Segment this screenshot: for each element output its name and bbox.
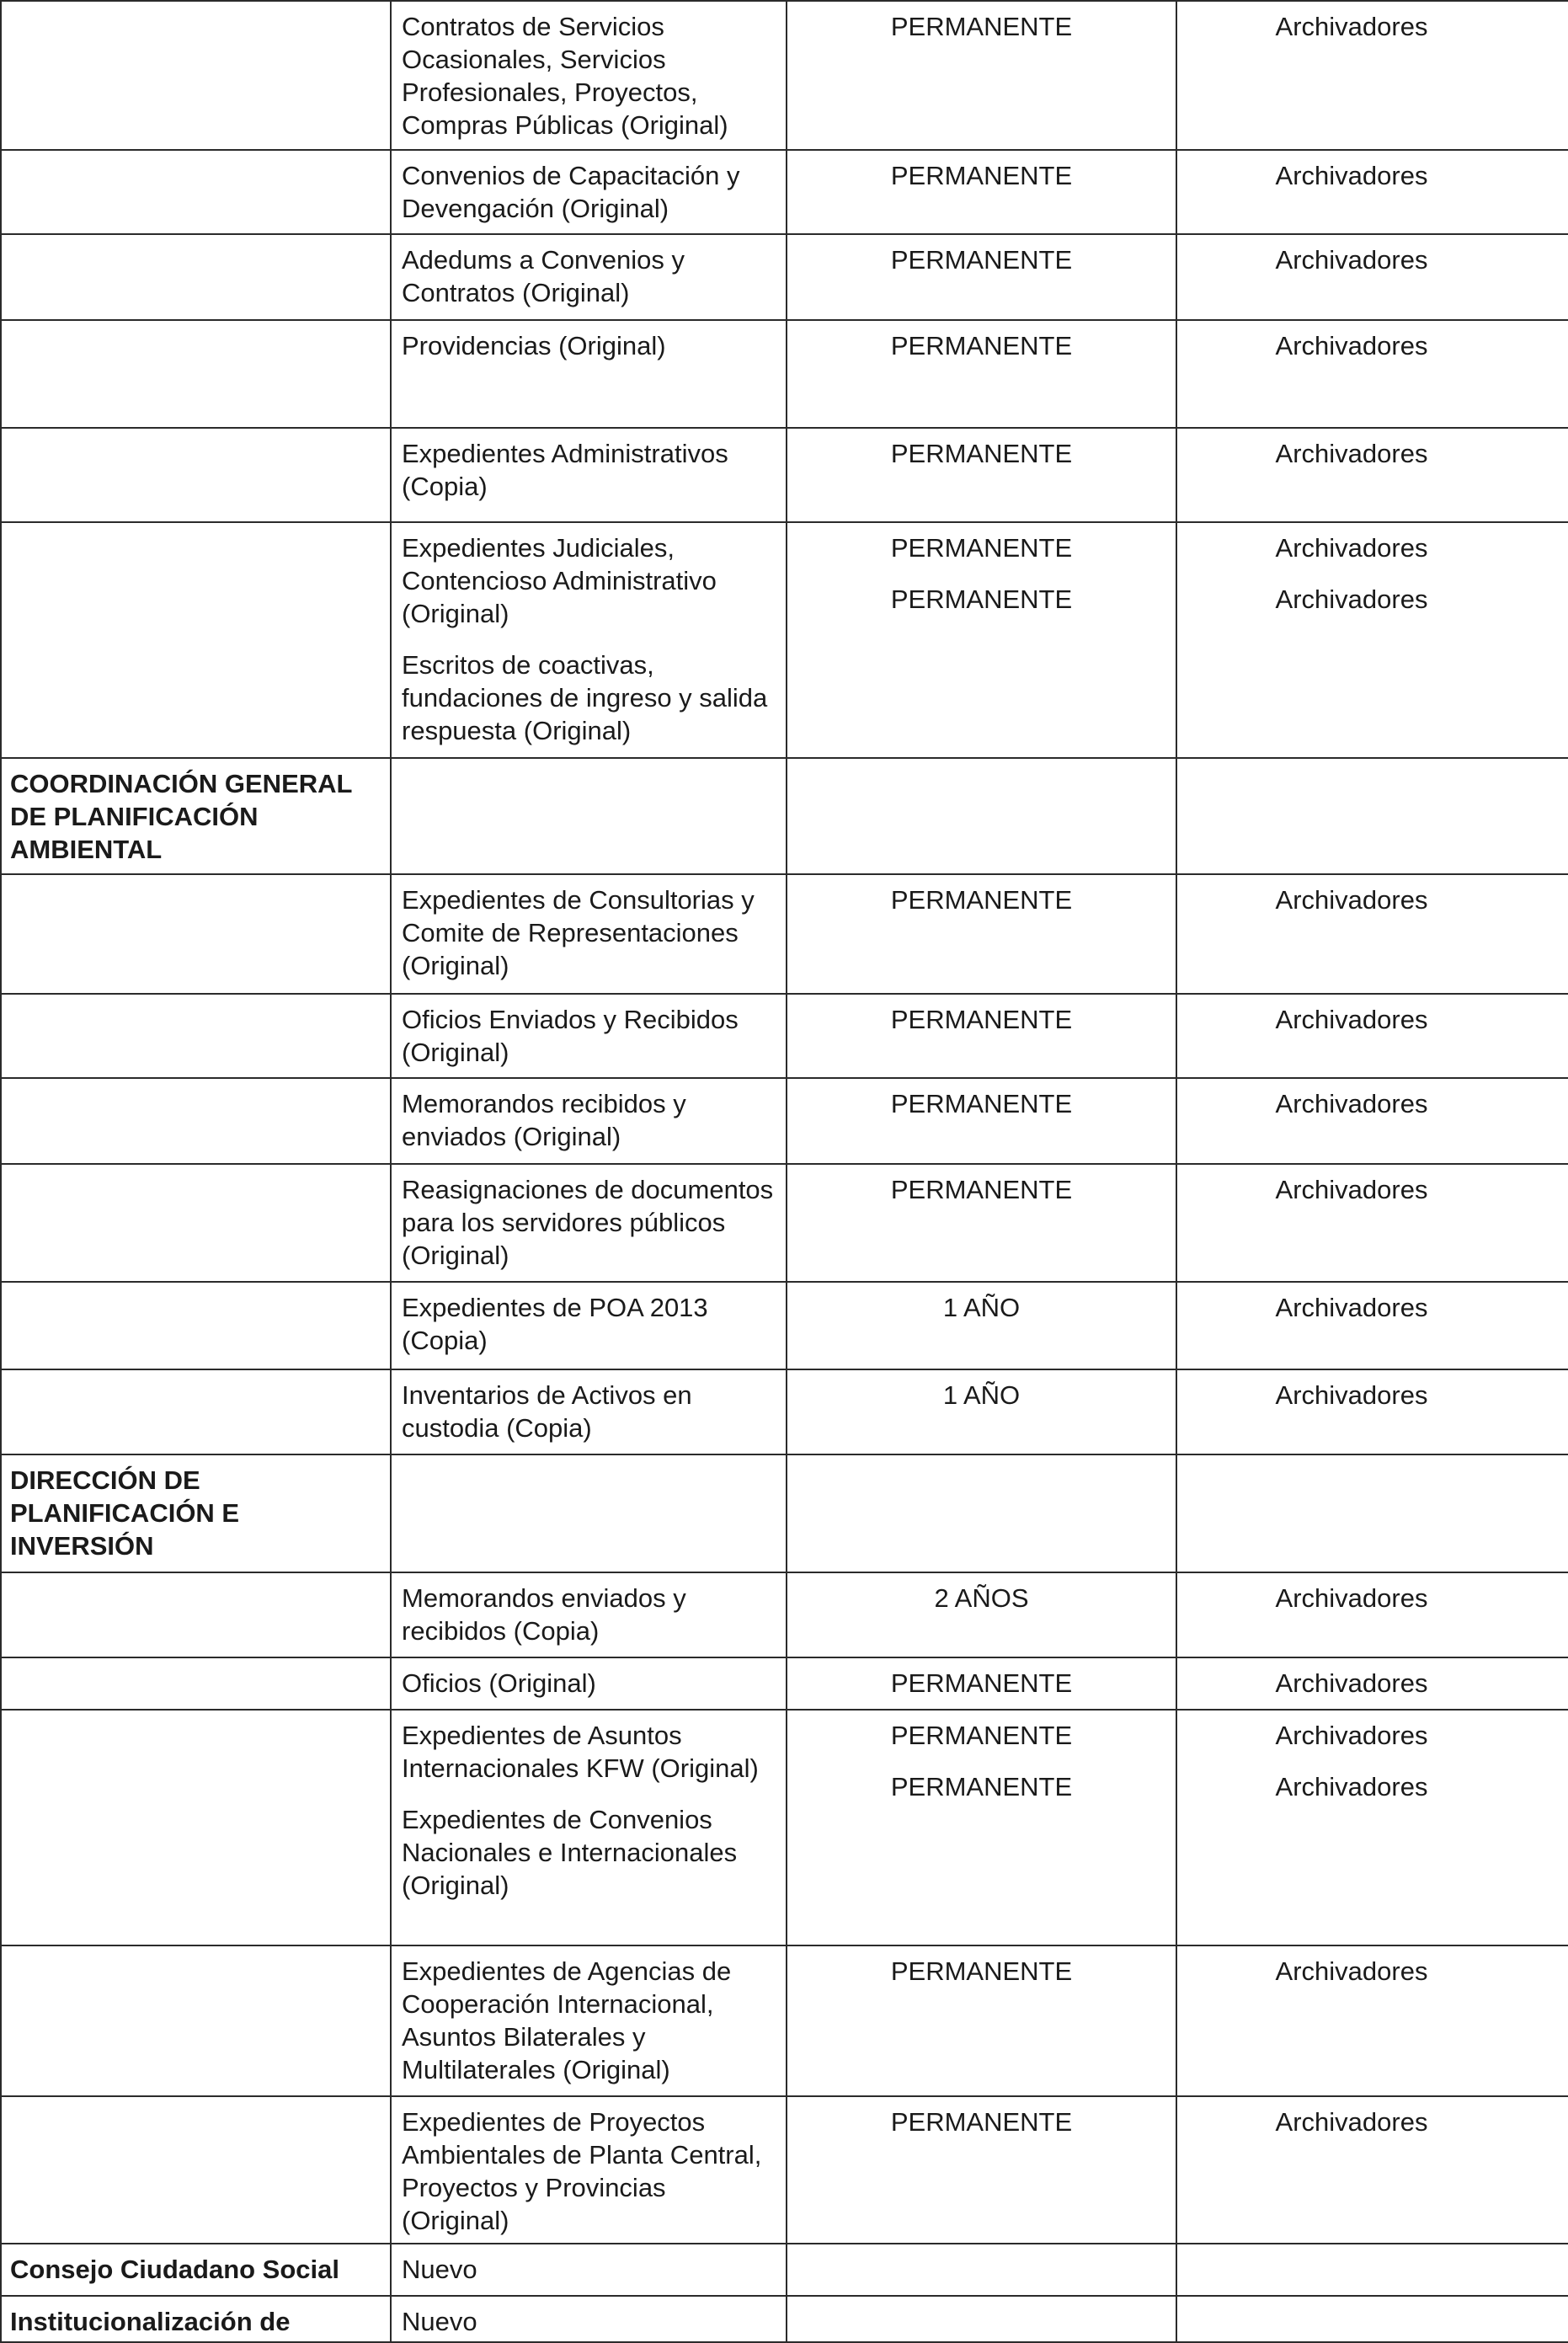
storage-location [1176, 522, 1568, 758]
retention-period [787, 428, 1176, 522]
storage-location-text: Archivadores [1275, 1293, 1428, 1322]
storage-location [1176, 1945, 1568, 2096]
retention-period [787, 2096, 1176, 2244]
retention-period-text: PERMANENTE [890, 1956, 1073, 1986]
storage-location-text: Archivadores [1275, 331, 1428, 360]
table-row [1, 2296, 1568, 2342]
storage-location-text: Archivadores [1275, 161, 1428, 190]
document-description-text: Inventarios de Activos en custodia (Copia) [402, 1380, 692, 1443]
table-row [1, 1657, 1568, 1710]
table-row [1, 2244, 1568, 2296]
retention-period-text: 1 AÑO [942, 1293, 1021, 1322]
table-row [1, 758, 1568, 874]
retention-period [787, 1078, 1176, 1164]
table-row [1, 1, 1568, 150]
unit-cell [1, 2096, 391, 2244]
document-description [391, 1454, 787, 1572]
document-description-text: Expedientes de POA 2013 (Copia) [402, 1293, 708, 1355]
table-row [1, 874, 1568, 994]
entry-spacer [1186, 564, 1517, 583]
retention-period-text: PERMANENTE [890, 1175, 1073, 1204]
entry-spacer [402, 1785, 777, 1803]
retention-period [787, 320, 1176, 428]
unit-cell [1, 1572, 391, 1657]
unit-cell [1, 1078, 391, 1164]
storage-location [1176, 1710, 1568, 1945]
storage-location [1176, 758, 1568, 874]
storage-location [1176, 1078, 1568, 1164]
storage-location [1176, 1572, 1568, 1657]
document-description [391, 1710, 787, 1945]
unit-name: Consejo Ciudadano Social [10, 2255, 339, 2284]
storage-location-text: Archivadores [1275, 245, 1428, 275]
document-description-text: Convenios de Capacitación y Devengación (Original) [402, 161, 740, 223]
storage-location [1176, 320, 1568, 428]
retention-period [787, 2296, 1176, 2342]
unit-cell [1, 994, 391, 1078]
document-description [391, 320, 787, 428]
table-row [1, 150, 1568, 234]
document-description [391, 994, 787, 1078]
retention-period-text: PERMANENTE [890, 533, 1073, 563]
retention-period [787, 994, 1176, 1078]
entry-spacer [1186, 1752, 1517, 1770]
unit-cell [1, 1657, 391, 1710]
document-description [391, 2244, 787, 2296]
retention-period [787, 1710, 1176, 1945]
document-description-text: Oficios Enviados y Recibidos (Original) [402, 1005, 739, 1067]
document-description-text: Expedientes Administrativos (Copia) [402, 439, 728, 501]
table-row [1, 1369, 1568, 1454]
table-row [1, 1945, 1568, 2096]
storage-location-text: Archivadores [1275, 533, 1428, 563]
retention-period [787, 2244, 1176, 2296]
storage-location-text: Archivadores [1275, 1005, 1428, 1034]
unit-cell [1, 874, 391, 994]
retention-period-text: PERMANENTE [890, 1668, 1073, 1698]
retention-period-text: PERMANENTE [890, 2107, 1073, 2137]
storage-location [1176, 2244, 1568, 2296]
retention-period-text: 2 AÑOS [934, 1583, 1029, 1613]
storage-location [1176, 1282, 1568, 1369]
storage-location-text: Archivadores [1275, 1583, 1428, 1613]
table-row [1, 1282, 1568, 1369]
storage-location-text: Archivadores [1275, 1380, 1428, 1410]
document-description-text: Expedientes de Agencias de Cooperación Internacional, Asuntos Bilaterales y Multilaterales (Original) [402, 1956, 732, 2084]
storage-location-text: Archivadores [1275, 885, 1428, 915]
retention-period-text: PERMANENTE [890, 1089, 1073, 1118]
retention-period-text: PERMANENTE [890, 12, 1073, 41]
document-description-text: Nuevo [402, 2255, 477, 2284]
document-description [391, 1369, 787, 1454]
retention-period [787, 1454, 1176, 1572]
unit-cell [1, 758, 391, 874]
document-description [391, 874, 787, 994]
document-description [391, 1164, 787, 1282]
document-description-text: Escritos de coactivas, fundaciones de ingreso y salida respuesta (Original) [402, 650, 768, 745]
entry-spacer [796, 1752, 1167, 1770]
retention-period [787, 1657, 1176, 1710]
storage-location-text: Archivadores [1275, 1721, 1428, 1750]
document-description-text: Expedientes de Consultorias y Comite de Representaciones (Original) [402, 885, 755, 980]
unit-cell [1, 1945, 391, 2096]
unit-cell [1, 1, 391, 150]
retention-period-text: PERMANENTE [890, 1721, 1073, 1750]
unit-name: COORDINACIÓN GENERAL DE PLANIFICACIÓN AMBIENTAL [10, 769, 352, 864]
table-row [1, 428, 1568, 522]
document-description [391, 428, 787, 522]
retention-period [787, 234, 1176, 320]
unit-cell [1, 2244, 391, 2296]
document-description-text: Adedums a Convenios y Contratos (Original) [402, 245, 685, 307]
retention-period [787, 1369, 1176, 1454]
retention-period-text: PERMANENTE [890, 1005, 1073, 1034]
document-description [391, 1282, 787, 1369]
table-row [1, 1454, 1568, 1572]
document-description [391, 1945, 787, 2096]
storage-location [1176, 874, 1568, 994]
storage-location-text: Archivadores [1275, 1175, 1428, 1204]
retention-period-text: PERMANENTE [890, 584, 1073, 614]
unit-cell [1, 150, 391, 234]
table-row [1, 1164, 1568, 1282]
storage-location-text: Archivadores [1275, 439, 1428, 468]
storage-location [1176, 234, 1568, 320]
storage-location-text: Archivadores [1275, 1668, 1428, 1698]
table-row [1, 994, 1568, 1078]
document-description-text: Memorandos enviados y recibidos (Copia) [402, 1583, 686, 1646]
document-description [391, 522, 787, 758]
document-description-text: Nuevo [402, 2307, 477, 2336]
document-description [391, 1657, 787, 1710]
storage-location-text: Archivadores [1275, 1089, 1428, 1118]
retention-period-text: PERMANENTE [890, 331, 1073, 360]
unit-name: DIRECCIÓN DE PLANIFICACIÓN E INVERSIÓN [10, 1465, 240, 1561]
storage-location [1176, 1454, 1568, 1572]
storage-location-text: Archivadores [1275, 584, 1428, 614]
retention-period-text: PERMANENTE [890, 245, 1073, 275]
document-description [391, 1078, 787, 1164]
unit-cell [1, 1282, 391, 1369]
retention-period-text: 1 AÑO [942, 1380, 1021, 1410]
retention-period-text: PERMANENTE [890, 161, 1073, 190]
retention-period [787, 150, 1176, 234]
table-body [1, 1, 1568, 2342]
retention-period [787, 1945, 1176, 2096]
retention-period-text: PERMANENTE [890, 1772, 1073, 1801]
unit-cell [1, 2296, 391, 2342]
table-row [1, 1078, 1568, 1164]
document-description-text: Contratos de Servicios Ocasionales, Servicios Profesionales, Proyectos, Compras Públicas (Original) [402, 12, 728, 140]
storage-location-text: Archivadores [1275, 1956, 1428, 1986]
document-description-text: Expedientes de Proyectos Ambientales de Planta Central, Proyectos y Provincias (Original) [402, 2107, 762, 2235]
storage-location [1176, 428, 1568, 522]
unit-cell [1, 1454, 391, 1572]
unit-cell [1, 428, 391, 522]
table-row [1, 2096, 1568, 2244]
table-row [1, 1572, 1568, 1657]
retention-period [787, 522, 1176, 758]
document-description-text: Providencias (Original) [402, 331, 666, 360]
storage-location [1176, 2096, 1568, 2244]
retention-period [787, 1164, 1176, 1282]
document-description [391, 1572, 787, 1657]
retention-period [787, 758, 1176, 874]
storage-location-text: Archivadores [1275, 12, 1428, 41]
storage-location [1176, 2296, 1568, 2342]
storage-location [1176, 1657, 1568, 1710]
storage-location-text: Archivadores [1275, 2107, 1428, 2137]
retention-period-text: PERMANENTE [890, 439, 1073, 468]
table-row [1, 320, 1568, 428]
document-description-text: Expedientes de Asuntos Internacionales KFW (Original) [402, 1721, 759, 1783]
retention-period-text: PERMANENTE [890, 885, 1073, 915]
storage-location [1176, 1369, 1568, 1454]
document-description [391, 2296, 787, 2342]
storage-location [1176, 1, 1568, 150]
retention-period [787, 874, 1176, 994]
document-description-text: Oficios (Original) [402, 1668, 596, 1698]
retention-period [787, 1572, 1176, 1657]
retention-period [787, 1, 1176, 150]
document-description [391, 758, 787, 874]
document-description [391, 234, 787, 320]
table-row [1, 1710, 1568, 1945]
unit-cell [1, 1369, 391, 1454]
unit-cell [1, 320, 391, 428]
document-description [391, 2096, 787, 2244]
entry-spacer [402, 630, 777, 648]
storage-location-text: Archivadores [1275, 1772, 1428, 1801]
unit-cell [1, 1164, 391, 1282]
storage-location [1176, 1164, 1568, 1282]
document-description-text: Memorandos recibidos y enviados (Original) [402, 1089, 686, 1151]
unit-cell [1, 522, 391, 758]
table-row [1, 234, 1568, 320]
unit-name: Institucionalización de [10, 2307, 291, 2336]
document-description [391, 1, 787, 150]
document-description-text: Reasignaciones de documentos para los servidores públicos (Original) [402, 1175, 774, 1270]
document-description-text: Expedientes de Convenios Nacionales e Internacionales (Original) [402, 1805, 738, 1900]
document-description [391, 150, 787, 234]
retention-period [787, 1282, 1176, 1369]
entry-spacer [796, 564, 1167, 583]
document-description-text: Expedientes Judiciales, Contencioso Administrativo (Original) [402, 533, 717, 628]
storage-location [1176, 150, 1568, 234]
storage-location [1176, 994, 1568, 1078]
table-row [1, 522, 1568, 758]
unit-cell [1, 234, 391, 320]
unit-cell [1, 1710, 391, 1945]
